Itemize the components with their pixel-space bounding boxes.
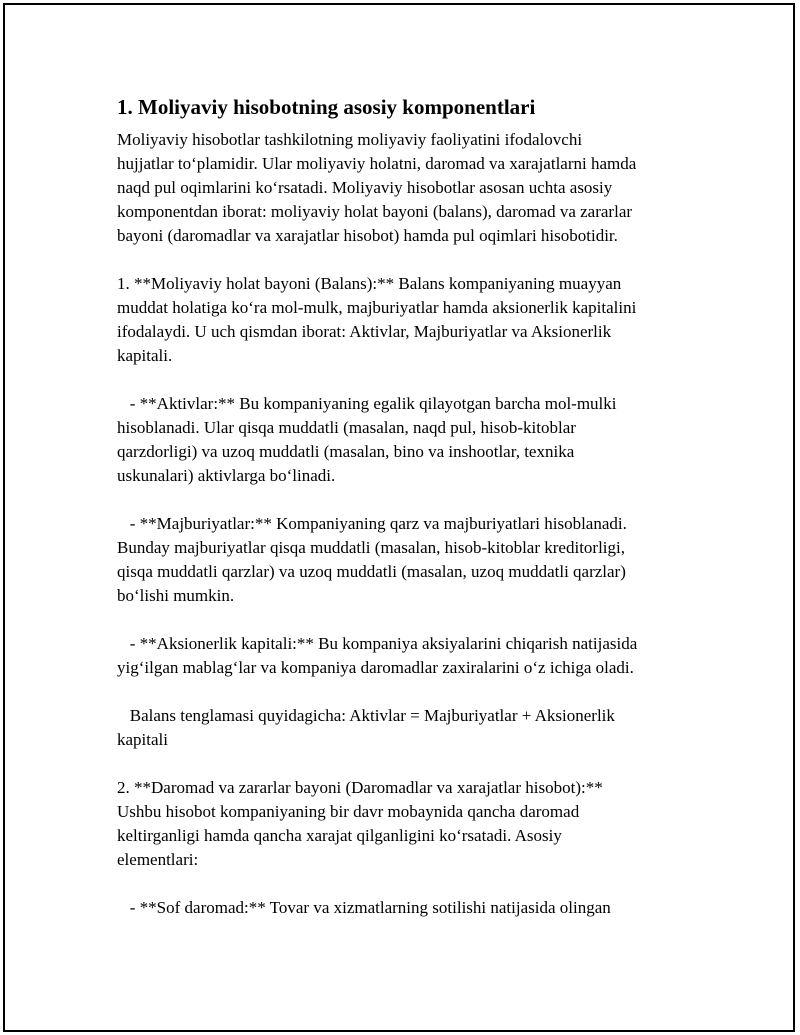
paragraph-intro: Moliyaviy hisobotlar tashkilotning moliyaviy faoliyatini ifodalovchi hujjatlar to‘plamidir. Ular moliyaviy holatni, daromad va xarajatlarni hamda naqd pul oqimlarini ko‘rsatadi. Moliyaviy hisobotlar asosan uchta asosiy komponentdan iborat: moliyaviy holat bayoni (balans), daromad va zararlar bayoni (daromadlar va xarajatlar hisobot) hamda pul oqimlari hisobotidir. bbox=[117, 130, 637, 245]
paragraph-balance: 1. **Moliyaviy holat bayoni (Balans):** Balans kompaniyaning muayyan muddat holatiga ko‘ra mol-mulk, majburiyatlar hamda aksionerlik kapitalini ifodalaydi. U uch qismdan iborat: Aktivlar, Majburiyatlar va Aksionerlik kapitali. bbox=[117, 274, 637, 365]
paragraph-balance-equation: Balans tenglamasi quyidagicha: Aktivlar = Majburiyatlar + Aksionerlik kapitali bbox=[117, 706, 615, 749]
paragraph-assets: - **Aktivlar:** Bu kompaniyaning egalik qilayotgan barcha mol-mulki hisoblanadi. Ular qisqa muddatli (masalan, naqd pul, hisob-kitoblar qarzdorligi) va uzoq muddatli (masalan, bino va inshootlar, texnika uskunalari) aktivlarga bo‘linadi. bbox=[117, 394, 617, 485]
section-heading: 1. Moliyaviy hisobotning asosiy komponentlari bbox=[117, 95, 536, 119]
document-body bbox=[117, 92, 697, 944]
paragraph-income-statement: 2. **Daromad va zararlar bayoni (Daromadlar va xarajatlar hisobot):** Ushbu hisobot kompaniyaning bir davr mobaynida qancha daromad keltirganligi hamda qancha xarajat qilganligini ko‘rsatadi. Asosiy elementlari: bbox=[117, 778, 603, 869]
paragraph-net-revenue: - **Sof daromad:** Tovar va xizmatlarning sotilishi natijasida olingan bbox=[117, 898, 611, 917]
paragraph-equity: - **Aksionerlik kapitali:** Bu kompaniya aksiyalarini chiqarish natijasida yig‘ilgan mablag‘lar va kompaniya daromadlar zaxiralarini o‘z ichiga oladi. bbox=[117, 634, 638, 677]
paragraph-liabilities: - **Majburiyatlar:** Kompaniyaning qarz va majburiyatlari hisoblanadi. Bunday majburiyatlar qisqa muddatli (masalan, hisob-kitoblar kreditorligi, qisqa muddatli qarzlar) va uzoq muddatli (masalan, uzoq muddatli qarzlar) bo‘lishi mumkin. bbox=[117, 514, 627, 605]
